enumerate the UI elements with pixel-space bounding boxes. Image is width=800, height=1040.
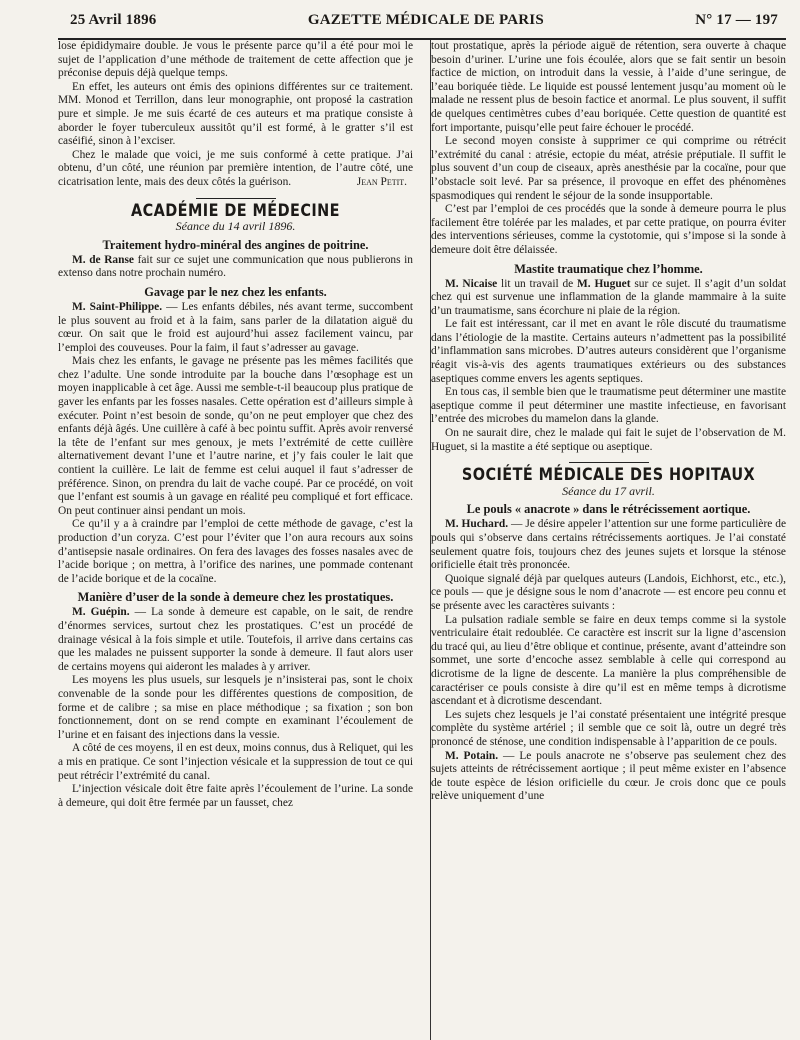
journal-title: GAZETTE MÉDICALE DE PARIS <box>307 12 544 28</box>
paragraph: Les sujets chez lesquels je l’ai constaté présentaient une intégrité presque complète du système artériel ; il semble que ce soit là, outre un degré très prononcé de sténose, une condition indispensable à l’apparition de ce pouls. <box>431 708 786 748</box>
paragraph: Le second moyen consiste à supprimer ce qui comprime ou rétrécit l’extrémité du canal : atrésie, ectopie du méat, atrésie préputiale. Il suffit le plus souvent d’un coup de ciseaux, après anesthésie par la cocaïne, pour que l’obstacle soit levé. Par sa présence, il provoque en effet des phénomènes spasmodiques qui rendent le séjour de la sonde insupportable. <box>431 135 786 202</box>
speaker-name: M. Guépin. <box>72 606 130 619</box>
paragraph: En effet, les auteurs ont émis des opinions différentes sur ce traitement. MM. Monod et Terrillon, dans leur monographie, ont proposé la castration pure et simple. Je me suis écarté de ces auteurs et ma pratique consiste à aborder le foyer tuberculeux aussitôt qu’il est formé, à le gratter s’il est caséifié, sinon à l’exciser. <box>58 80 413 148</box>
paragraph-text: sur ce sujet. Il s’agit d’un soldat chez qui est survenue une inflammation de la glande mammaire à la suite d’un traumatisme, sans écorchure ni plaie de la région. <box>431 277 786 317</box>
paragraph: Ce qu’il y a à craindre par l’emploi de cette méthode de gavage, c’est la production d’un coryza. C’est pour l’éviter que l’on aura recours aux soins d’antisepsie nasale ordinaires. On fera des lavages des fosses nasales avec de l’acide borique ; on mettra, à l’orifice des narines, une pommade contenant de l’acide borique et de la cocaïne. <box>58 518 413 585</box>
two-column-body <box>58 40 786 810</box>
paragraph: tout prostatique, après la période aiguë de rétention, sera ouverte à chaque besoin d’uriner. L’urine une fois écoulée, alors que se fait sentir un besoin factice de miction, on introduit dans la vessie, à l’aide d’une seringue, de l’eau boriquée tiède. Le liquide est poussé lentement jusqu’au moment où le malade ne ressent plus de besoin factice et anormal. Le plus souvent, il suffit de quelques centimètres cubes d’eau boriquée. Cette question de quantité est fort importante, puisqu’elle peut faire échouer le procédé. <box>431 40 786 134</box>
left-column <box>58 40 422 810</box>
paragraph <box>431 750 786 804</box>
paragraph <box>58 301 413 355</box>
paragraph: Le fait est intéressant, car il met en avant le rôle discuté du traumatisme dans l’étiologie de la mastite. Certains auteurs n’admettent pas la possibilité d’inflammation sans microbes. D’autres auteurs considèrent que l’organisme réagit vis-à-vis des agents traumatiques extérieurs ou des substances aseptiques comme envers les agents septiques. <box>431 318 786 385</box>
session-date: Séance du 17 avril. <box>562 483 655 498</box>
paragraph-text: — Je désire appeler l’attention sur une forme particulière de pouls qui s’observe dans certains rétrécissements aortiques. Je l’ai constaté seulement quatre fois, toujours chez des jeunes sujets et lorsque la sténose orificielle était très prononcée. <box>431 518 787 572</box>
column-divider <box>430 40 431 1040</box>
speaker-name: M. Huguet <box>577 277 631 290</box>
speaker-name: M. Nicaise <box>445 277 498 290</box>
author-signature: Jean Petit. <box>356 175 407 188</box>
paragraph: Quoique signalé déjà par quelques auteurs (Landois, Eichhorst, etc., etc.), ce pouls — que je désigne sous le nom d’anacrote — est encore peu connu et se présente avec les caractères suivants : <box>431 572 786 612</box>
session-date: Séance du 14 avril 1896. <box>175 219 296 234</box>
paragraph-text: — Les enfants débiles, nés avant terme, succombent le plus souvent au froid et à la faim, sans parler de la dilatation aiguë du cœur. On sait que le froid est aujourd’hui assez facilement vaincu, par l’emploi des couveuses. Pour la faim, il faut s’adresser au gavage. <box>58 300 413 354</box>
speaker-name: M. Potain. <box>445 749 499 762</box>
speaker-name: M. Saint-Philippe. <box>72 300 163 313</box>
running-head <box>30 12 786 34</box>
paragraph: La pulsation radiale semble se faire en deux temps comme si la systole ventriculaire était redoublée. Ce caractère est inscrit sur la ligne d’ascension du tracé qui, au lieu d’être oblique et continue, présente, avant d’atteindre son sommet, une sorte d’encoche assez semblable à celle qui correspond au dicrotisme de la ligne de descente. La manière la plus compréhensible de caractériser ce pouls consiste à dire qu’il est en même temps à dicrotisme ascendant et à dicrotisme descendant. <box>431 613 786 708</box>
paragraph <box>431 278 786 319</box>
paragraph-text: — La sonde à demeure est capable, on le sait, de rendre d’énormes services, surtout chez les prostatiques. C’est un procédé de drainage vésical à la fois simple et utile. Toutefois, il arrive dans certains cas que les malades ne puissent supporter la sonde à demeure. Il faut alors user de certains moyens qui aideront les malades à y arriver. <box>58 606 414 673</box>
separator-rule <box>569 462 649 463</box>
article-heading: Mastite traumatique chez l’homme. <box>514 261 703 276</box>
paragraph: A côté de ces moyens, il en est deux, moins connus, dus à Reliquet, qui les a mis en pratique. Ce sont l’injection vésicale et la suppression de tout ce qui peut rétrécir l’extrémité du canal. <box>58 742 413 782</box>
article-heading: Manière d’user de la sonde à demeure chez les prostatiques. <box>77 590 394 605</box>
speaker-name: M. de Ranse <box>72 253 134 266</box>
paragraph-text: lit un travail de <box>497 277 578 290</box>
article-heading: Gavage par le nez chez les enfants. <box>144 284 327 299</box>
paragraph-text: fait sur ce sujet une communication que nous publierons in extenso dans notre prochain numéro. <box>58 253 413 280</box>
section-title-societe: SOCIÉTÉ MÉDICALE DES HOPITAUX <box>461 465 756 486</box>
paragraph: Mais chez les enfants, le gavage ne présente pas les mêmes facilités que chez l’adulte. Une sonde introduite par la bouche dans l’œsophage est un moyen inapplicable à cet âge. Aussi me semble-t-il beaucoup plus pratique de gaver les enfants par les fosses nasales. Cette opération est d’ailleurs simple à exécuter. Point n’est besoin de sonde, qu’on ne peut employer que chez des enfants déjà âgés. Une cuillère à café à bec pointu suffit. Après avoir renversé la tête de l’enfant sur mes genoux, je mets l’extrémité de cette cuillère alternativement devant l’une et l’autre narine, et j’y fais couler le lait que contient la cuillère. Le lait de femme est celui auquel il faut s’adresser de préférence. Sinon, on prendra du lait de vache coupé. Par ce procédé, on voit que l’enfant est soumis à un gavage en réalité peu compliqué et fort efficace. On peut continuer ainsi pendant un mois. <box>58 355 413 517</box>
paragraph <box>58 606 413 674</box>
paragraph: C’est par l’emploi de ces procédés que la sonde à demeure pourra le plus facilement être tolérée par les malades, et par cette pratique, on pourra éviter des interventions sérieuses, comme la cystotomie, qui s’impose si la sonde à demeure doit être délaissée. <box>431 203 786 256</box>
paragraph-text: — Le pouls anacrote ne s’observe pas seulement chez des sujets atteints de rétrécissement aortique ; il peut même exister en l’absence de toute espèce de lésion orificielle du cœur. Je crois donc que ce pouls relève uniquement d’une <box>431 749 787 803</box>
paragraph <box>58 254 413 281</box>
paragraph: Les moyens les plus usuels, sur lesquels je n’insisterai pas, sont le choix convenable de la sonde pour les différentes questions de composition, de forme et de calibre ; sa mise en place méthodique ; sa fixation ; son bon fonctionnement, dont on se rend compte en examinant l’écoulement de l’urine et en faisant des injections dans la vessie. <box>58 674 413 741</box>
paragraph: Chez le malade que voici, je me suis conformé à cette pratique. J’ai obtenu, d’un côté, une réunion par première intention, de l’autre côté, une cicatrisation lente, mais des deux côtés la guérison. <box>58 148 413 188</box>
section-title-academie: ACADÉMIE DE MÉDECINE <box>131 200 340 221</box>
right-column <box>422 40 786 810</box>
issue-date: 25 Avril 1896 <box>70 12 157 28</box>
paragraph: L’injection vésicale doit être faite après l’écoulement de l’urine. La sonde à demeure, qui doit être fermée par un fausset, chez <box>58 783 413 809</box>
paragraph <box>431 518 786 572</box>
paragraph: En tous cas, il semble bien que le traumatisme peut déterminer une mastite aseptique comme il peut déterminer une mastite infectieuse, en favorisant l’entrée des microbes du mamelon dans la glande. <box>431 386 786 426</box>
article-heading: Le pouls « anacrote » dans le rétrécissement aortique. <box>466 502 751 517</box>
issue-page-number: N° 17 — 197 <box>695 12 778 28</box>
article-heading: Traitement hydro-minéral des angines de poitrine. <box>102 237 369 252</box>
speaker-name: M. Huchard. <box>445 518 509 531</box>
paragraph: On ne saurait dire, chez le malade qui fait le sujet de l’observation de M. Huguet, si la mastite a été septique ou aseptique. <box>431 427 786 453</box>
separator-rule <box>196 198 276 199</box>
paragraph: lose épididymaire double. Je vous le présente parce qu’il a été pour moi le sujet de l’application d’une méthode de traitement de cette affection que je préconise depuis déjà quelque temps. <box>58 40 413 80</box>
